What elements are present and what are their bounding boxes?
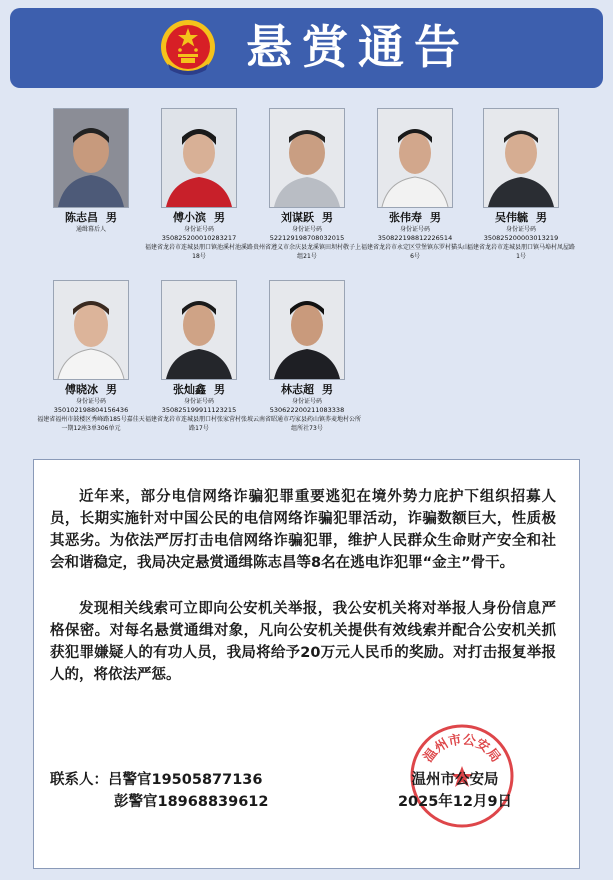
id-number: 350102198804156436 [53,406,129,414]
suspect-photo [269,108,345,208]
id-label: 身份证号码 [183,398,214,405]
suspect-photo [161,280,237,380]
suspect-name: 张灿鑫 男 [173,383,225,396]
contact-info [50,769,268,813]
contact-line-1: 联系人：吕警官19505877136 [50,772,263,788]
suspect-address: 福建省龙岩市连城县朋口镇池溪村池溪路18号 [144,244,253,260]
suspect-card [144,280,254,433]
page-title: 悬赏通告 [246,20,470,74]
suspect-address: 福建省龙岩市连城县朋口村张家营村张坡路17号 [144,416,253,432]
id-number: 522129198708032015 [269,234,345,242]
id-label: 身份证号码 [291,226,322,233]
suspect-name: 林志超 男 [281,383,333,396]
suspect-card [252,108,362,261]
suspect-name: 刘谋跃 男 [281,211,333,224]
header-banner [10,8,603,88]
suspect-address: 福建省龙岩市连城县朋口镇马埠村凤屋路1号 [466,244,575,260]
suspect-photo [53,280,129,380]
notice-paragraph-2: 发现相关线索可立即向公安机关举报，我公安机关将对举报人身份信息严格保密。对每名悬赏通缉对象，凡向公安机关提供有效线索并配合公安机关抓获犯罪嫌疑人的有功人员，我局将给予20万元人民币的奖励。对打击报复举报人的，将依法严惩。 [50,601,556,683]
notice-paragraph-1: 近年来，部分电信网络诈骗犯罪重要逃犯在境外势力庇护下组织招募人员，长期实施针对中国公民的电信网络诈骗犯罪活动，诈骗数额巨大，性质极其恶劣。为依法严厉打击电信网络诈骗犯罪，维护人民群众生命财产安全和社会和谐稳定，我局决定悬赏通缉陈志昌等8名在逃电诈犯罪“金主”骨干。 [50,489,556,571]
suspect-photo [483,108,559,208]
suspect-card [36,280,146,433]
id-label: 身份证号码 [183,226,214,233]
issuer-org: 温州市公安局 [411,772,499,788]
seal-text: 温州市公安局 [421,732,503,766]
id-number: 350822198812226514 [377,234,453,242]
suspect-card [144,108,254,261]
id-label: 身份证号码 [75,398,106,405]
suspect-name: 张伟寿 男 [389,211,441,224]
suspect-note: 通缉幕后人 [75,226,106,233]
suspect-name: 傅小滨 男 [173,211,225,224]
issue-date: 2025年12月9日 [397,794,513,810]
id-number: 350825199911123215 [161,406,237,414]
suspect-address: 云南省昭通市巧家县药山镇荞麦地村公所组所社73号 [252,416,361,432]
suspect-address: 贵州省遵义市余庆县龙溪镇田坝村敬子上组21号 [252,244,361,260]
id-label: 身份证号码 [399,226,430,233]
suspect-card [252,280,362,433]
suspect-name: 吴伟毓 男 [495,211,547,224]
id-number: 530622200211083338 [269,406,345,414]
suspect-address: 福建省龙岩市永定区堂堡镇东罗村猫头山6号 [360,244,469,260]
id-label: 身份证号码 [505,226,536,233]
suspect-photo [53,108,129,208]
id-label: 身份证号码 [291,398,322,405]
suspect-photo [377,108,453,208]
police-emblem-icon [158,18,218,78]
suspect-card [360,108,470,261]
suspect-card [466,108,576,261]
suspect-name: 陈志昌 男 [65,211,117,224]
id-number: 350825200010283217 [161,234,237,242]
issuer-block [380,769,530,813]
notice-box [33,459,580,869]
id-number: 350825200003013219 [483,234,559,242]
suspect-name: 傅晓冰 男 [65,383,117,396]
suspect-photo [161,108,237,208]
suspect-card [36,108,146,234]
suspect-address: 福建省福州市鼓楼区秀峰路185号嘉佳天一期12座3单306单元 [37,416,145,432]
suspect-photo [269,280,345,380]
contact-line-2: 彭警官18968839612 [114,794,269,810]
